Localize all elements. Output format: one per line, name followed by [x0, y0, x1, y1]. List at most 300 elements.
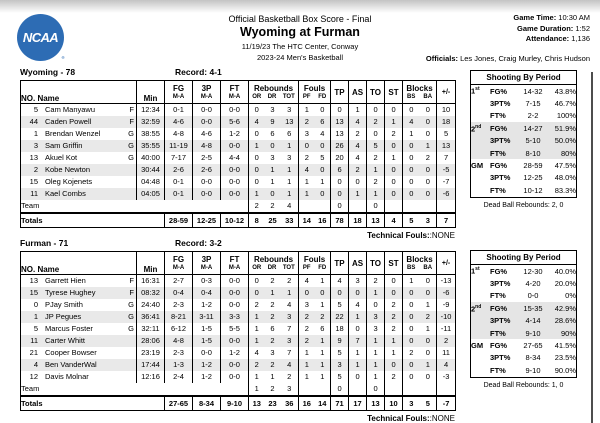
- team-row: [21, 383, 456, 396]
- shooting-row: [471, 302, 577, 314]
- shooting-header-row: [471, 71, 577, 85]
- stat-as: 2: [349, 128, 367, 140]
- totals-fg: 27-65: [165, 396, 193, 411]
- percentage: 90.0%: [554, 365, 576, 375]
- stat-pf: 0: [304, 288, 309, 297]
- player-name: Caden Powell: [45, 117, 92, 126]
- stat-fg: 11-19: [165, 140, 193, 152]
- stat-fd: 5: [315, 152, 331, 164]
- stat-plusminus: -9: [442, 300, 450, 309]
- col-dr: DR: [267, 264, 277, 271]
- percentage: 43.8%: [554, 86, 576, 96]
- player-number: 5: [33, 324, 38, 333]
- player-name-cell: [21, 164, 137, 176]
- stat-tot: 2: [281, 371, 299, 383]
- player-name-cell: [21, 347, 137, 359]
- player-number: 1: [33, 129, 38, 138]
- stat-to: 2: [367, 176, 385, 188]
- stat-bs: 0: [409, 153, 414, 162]
- player-name: PJay Smith: [45, 300, 83, 309]
- player-position: G: [128, 324, 134, 333]
- col-to: TO: [367, 81, 385, 104]
- stat-pf: 3: [304, 129, 309, 138]
- stat-or: 0: [254, 177, 259, 186]
- stat-ft: 3-3: [221, 311, 249, 323]
- player-name-wrap: [21, 287, 136, 299]
- period-label: [471, 172, 491, 184]
- shooting-row: [471, 290, 577, 302]
- player-name-cell: [21, 371, 137, 383]
- stat-as: 4: [349, 299, 367, 311]
- player-position: G: [128, 153, 134, 162]
- col-fg-label: FG: [172, 254, 185, 264]
- stat-or: 0: [254, 153, 259, 162]
- empty-cell: [403, 200, 437, 213]
- totals-pf: 16: [299, 396, 315, 411]
- stat-as: 0: [349, 287, 367, 299]
- stat-ft: 0-0: [221, 299, 249, 311]
- stat-tot: 1: [281, 287, 299, 299]
- shooting-row: [471, 315, 577, 327]
- game-duration-value: 1:52: [573, 23, 590, 33]
- made-attempted: 10-12: [523, 185, 543, 195]
- stat-tot: 1: [281, 188, 299, 200]
- player-row: [21, 335, 456, 347]
- player-name: JP Pegues: [45, 312, 82, 321]
- stat-as: 4: [349, 152, 367, 164]
- stat-pf: 1: [304, 360, 309, 369]
- player-number: 15: [29, 177, 38, 186]
- stat-or: 0: [254, 288, 259, 297]
- team-row: [21, 200, 456, 213]
- wyoming-record: Record: 4-1: [175, 67, 222, 77]
- stat-label: FG%: [490, 303, 508, 313]
- stat-plusminus: 4: [443, 360, 449, 369]
- stat-to: 2: [367, 116, 385, 128]
- player-row: [21, 104, 456, 117]
- stat-plusminus: -7: [442, 177, 450, 186]
- player-name: Garrett Hien: [45, 276, 86, 285]
- totals-tot: 36: [281, 396, 299, 411]
- stat-plusminus: -11: [440, 324, 452, 333]
- furman-technical-fouls: [20, 414, 455, 423]
- report-header: [150, 14, 450, 62]
- stat-ft: 4-4: [221, 152, 249, 164]
- stat-st: 0: [385, 188, 403, 200]
- player-name-cell: [21, 116, 137, 128]
- furman-shooting-table: [470, 250, 577, 378]
- player-row: [21, 287, 456, 299]
- stat-or: 0: [254, 129, 259, 138]
- stat-as: 4: [349, 116, 367, 128]
- stat-st: 2: [385, 311, 403, 323]
- wyoming-team-score: Wyoming - 78: [20, 67, 76, 77]
- percentage: 100%: [556, 111, 576, 121]
- col-3p: [193, 252, 221, 275]
- stat-or: 2: [254, 201, 259, 210]
- stat-to: 2: [367, 152, 385, 164]
- percentage: 42.9%: [554, 303, 576, 313]
- stat-tp: 26: [331, 140, 349, 152]
- stat-plusminus: 18: [441, 117, 451, 126]
- percentage: 41.5%: [554, 341, 576, 351]
- registered-mark: ®: [61, 55, 64, 60]
- col-st: ST: [385, 252, 403, 275]
- stat-min: 16:31: [137, 275, 165, 288]
- player-row: [21, 152, 456, 164]
- col-fg-ma: M-A: [172, 264, 185, 271]
- stat-tp: 5: [331, 347, 349, 359]
- period-label: 2nd: [471, 123, 482, 134]
- period-suffix: nd: [475, 123, 482, 130]
- totals-tp: 78: [331, 213, 349, 228]
- stat-to: 0: [367, 200, 385, 213]
- officials-value: Les Jones, Craig Murley, Chris Hudson: [458, 53, 590, 63]
- stat-pf: 4: [304, 165, 309, 174]
- stat-to: 1: [367, 287, 385, 299]
- made-attempted: 2-2: [527, 111, 539, 121]
- game-duration-label: Game Duration:: [517, 23, 574, 33]
- stat-pf: 2: [304, 117, 309, 126]
- stat-st: 0: [385, 104, 403, 117]
- stat-fd: 1: [315, 347, 331, 359]
- totals-pf: 14: [299, 213, 315, 228]
- stat-fg: 0-1: [165, 188, 193, 200]
- made-attempted: 9-10: [525, 365, 541, 375]
- stat-tp: 18: [331, 323, 349, 335]
- stat-to: 0: [367, 383, 385, 396]
- shooting-row: [471, 122, 577, 134]
- made-attempted: 8-34: [525, 353, 541, 363]
- player-name: Sam Griffin: [45, 141, 83, 150]
- col-pf: PF: [302, 93, 311, 100]
- venue-line: 11/19/23 The HTC Center, Conway: [241, 42, 359, 51]
- period-label: GM: [471, 341, 484, 351]
- ncaa-logo-icon: [17, 14, 64, 61]
- blocks-label: Blocks: [406, 83, 433, 93]
- stat-ft: 0-0: [221, 359, 249, 371]
- stat-fg: 0-1: [165, 176, 193, 188]
- player-name-wrap: [21, 347, 136, 359]
- stat-st: 2: [385, 323, 403, 335]
- stat-or: 1: [254, 324, 259, 333]
- stat-3p: 4-6: [193, 128, 221, 140]
- stat-fg: 2-6: [165, 164, 193, 176]
- stat-st: 2: [385, 371, 403, 383]
- player-number: 12: [29, 372, 38, 381]
- stat-ft: 0-0: [221, 275, 249, 288]
- empty-cell: [437, 383, 456, 396]
- totals-row: [21, 213, 456, 228]
- player-number: 44: [29, 117, 38, 126]
- stat-pf: 2: [304, 153, 309, 162]
- stat-tp: 13: [331, 116, 349, 128]
- stat-st: 2: [385, 128, 403, 140]
- stat-tp: 3: [331, 359, 349, 371]
- player-row: [21, 347, 456, 359]
- stat-label: FG%: [490, 266, 508, 276]
- technical-fouls-label: Technical Fouls:: [367, 414, 430, 423]
- furman-team-line: [20, 238, 456, 251]
- stat-or: 2: [254, 300, 259, 309]
- col-ba: BA: [423, 264, 433, 271]
- col-tp: TP: [331, 81, 349, 104]
- stat-tot: 1: [281, 140, 299, 152]
- stat-label: 3PT%: [490, 99, 511, 109]
- stat-bs: 2: [409, 348, 414, 357]
- stat-dr: 0: [270, 189, 275, 198]
- stat-bs: 0: [409, 336, 414, 345]
- player-number: 13: [29, 276, 38, 285]
- stat-dr: 2: [270, 336, 275, 345]
- player-position: F: [129, 105, 134, 114]
- stat-fd: 6: [315, 116, 331, 128]
- player-name-wrap: [21, 275, 136, 287]
- col-3p-ma: M-A: [200, 93, 213, 100]
- stat-plusminus: -10: [440, 312, 452, 321]
- stat-tot: 4: [281, 299, 299, 311]
- stat-3p: 0-0: [193, 116, 221, 128]
- team-label: Team: [21, 200, 249, 213]
- stat-fd: 4: [315, 128, 331, 140]
- stat-tp: 0: [331, 104, 349, 117]
- stat-min: 32:59: [137, 116, 165, 128]
- stat-min: 04:05: [137, 188, 165, 200]
- player-name-cell: [21, 311, 137, 323]
- stat-dr: 9: [270, 117, 275, 126]
- totals-dr: 25: [265, 213, 281, 228]
- stat-ba: 1: [420, 359, 437, 371]
- empty-cell: [403, 383, 437, 396]
- stat-dr: 1: [270, 288, 275, 297]
- shooting-row: [471, 159, 577, 171]
- stat-to: 0: [367, 104, 385, 117]
- col-ft-ma: M-A: [228, 93, 241, 100]
- player-name: Ben VanderWal: [45, 360, 97, 369]
- period-label: [471, 327, 491, 339]
- stat-tot: 13: [281, 116, 299, 128]
- stat-fd: 1: [315, 176, 331, 188]
- stat-plusminus: 11: [442, 348, 450, 357]
- stat-bs: 4: [409, 117, 414, 126]
- stat-ft: 5-5: [221, 323, 249, 335]
- stat-label: FT%: [490, 185, 506, 195]
- player-row: [21, 140, 456, 152]
- player-name-wrap: [21, 152, 136, 164]
- stat-bs: 1: [409, 276, 414, 285]
- totals-to: 13: [367, 396, 385, 411]
- col-or: OR: [252, 264, 262, 271]
- percentage: 0%: [565, 291, 576, 301]
- stat-plusminus: 13: [441, 141, 451, 150]
- stat-dr: 3: [270, 105, 275, 114]
- stat-tot: 3: [281, 152, 299, 164]
- player-name-wrap: [21, 371, 136, 383]
- period-suffix: st: [475, 86, 480, 93]
- stat-ba: 0: [420, 335, 437, 347]
- furman-box-table: [20, 251, 456, 411]
- stat-or: 0: [254, 165, 259, 174]
- player-position: G: [128, 129, 134, 138]
- stat-as: 4: [349, 140, 367, 152]
- stat-as: 7: [349, 335, 367, 347]
- stat-as: 0: [349, 176, 367, 188]
- stat-bs: 0: [409, 300, 414, 309]
- stat-label: FT%: [490, 111, 506, 121]
- player-number: 1: [33, 312, 38, 321]
- stat-pf: 0: [304, 141, 309, 150]
- player-position: F: [129, 276, 134, 285]
- stat-min: 35:55: [137, 140, 165, 152]
- stat-tp: 0: [331, 176, 349, 188]
- stat-3p: 1-2: [193, 299, 221, 311]
- stat-ba: 0: [420, 164, 437, 176]
- player-name-cell: [21, 140, 137, 152]
- player-position: G: [128, 141, 134, 150]
- totals-fd: 16: [315, 213, 331, 228]
- furman-dead-ball-rebounds: Dead Ball Rebounds: 1, 0: [483, 381, 564, 389]
- stat-bs: 0: [409, 105, 414, 114]
- percentage: 80%: [560, 148, 576, 158]
- team-label: Team: [21, 383, 249, 396]
- page-edge-line: [591, 72, 593, 423]
- stat-tot: 3: [281, 311, 299, 323]
- col-to: TO: [367, 252, 385, 275]
- stat-min: 30:44: [137, 164, 165, 176]
- stat-fd: 2: [315, 311, 331, 323]
- player-name-cell: [21, 287, 137, 299]
- stat-label: 3PT%: [490, 173, 511, 183]
- stat-3p: 4-8: [193, 140, 221, 152]
- totals-to: 13: [367, 213, 385, 228]
- stat-bs: 0: [409, 372, 414, 381]
- stat-fg: 1-3: [165, 359, 193, 371]
- stat-pf: 1: [304, 105, 309, 114]
- made-attempted: 15-35: [523, 303, 543, 313]
- player-name: Kobe Newton: [45, 165, 91, 174]
- stat-as: 1: [349, 347, 367, 359]
- player-name: Cam Manyawu: [45, 105, 96, 114]
- stat-3p: 0-0: [193, 188, 221, 200]
- stat-tp: 0: [331, 200, 349, 213]
- stat-as: 1: [349, 359, 367, 371]
- made-attempted: 8-10: [525, 148, 541, 158]
- shooting-row: [471, 364, 577, 377]
- stat-bs: 0: [409, 288, 414, 297]
- stat-fd: 0: [315, 164, 331, 176]
- made-attempted: 28-59: [523, 161, 543, 171]
- stat-to: 5: [367, 140, 385, 152]
- stat-st: 2: [385, 299, 403, 311]
- col-no-name: NO. Name: [21, 81, 137, 104]
- col-or: OR: [252, 93, 262, 100]
- stat-pf: 4: [304, 276, 309, 285]
- stat-to: 2: [367, 275, 385, 288]
- totals-st: 4: [385, 213, 403, 228]
- col-fd: FD: [318, 264, 327, 271]
- stat-or: 1: [254, 336, 259, 345]
- stat-pf: 1: [304, 372, 309, 381]
- stat-ft: 0-0: [221, 287, 249, 299]
- stat-tot: 2: [281, 275, 299, 288]
- col-fouls: [299, 252, 331, 275]
- stat-to: 1: [367, 335, 385, 347]
- player-name-wrap: [21, 299, 136, 311]
- col-plusminus: +/-: [437, 81, 456, 104]
- empty-cell: [437, 200, 456, 213]
- stat-label: 3PT%: [490, 316, 511, 326]
- totals-fg: 28-59: [165, 213, 193, 228]
- stat-fd: 0: [315, 104, 331, 117]
- player-name: Carter Whitt: [45, 336, 86, 345]
- stat-tot: 7: [281, 323, 299, 335]
- player-number: 4: [33, 360, 38, 369]
- made-attempted: 14-32: [523, 86, 543, 96]
- stat-plusminus: -3: [442, 372, 450, 381]
- stat-or: 1: [254, 141, 259, 150]
- box-header-row: [21, 81, 456, 104]
- shooting-row: [471, 147, 577, 159]
- stat-as: 1: [349, 188, 367, 200]
- player-number: 5: [33, 105, 38, 114]
- stat-pf: 1: [304, 177, 309, 186]
- stat-to: 3: [367, 323, 385, 335]
- player-name: Cooper Bowser: [45, 348, 97, 357]
- stat-fg: 2-3: [165, 299, 193, 311]
- stat-tp: 0: [331, 383, 349, 396]
- stat-3p: 2-5: [193, 152, 221, 164]
- player-name-cell: [21, 299, 137, 311]
- player-row: [21, 371, 456, 383]
- stat-ft: 1-2: [221, 347, 249, 359]
- stat-label: 3PT%: [490, 136, 511, 146]
- player-name-cell: [21, 176, 137, 188]
- shooting-row: [471, 352, 577, 364]
- totals-ft: 9-10: [221, 396, 249, 411]
- period-label: [471, 184, 491, 197]
- period-label: [471, 352, 491, 364]
- stat-dr: 0: [270, 141, 275, 150]
- stat-tp: 5: [331, 371, 349, 383]
- shooting-header-row: [471, 251, 577, 265]
- stat-fd: 1: [315, 299, 331, 311]
- totals-ba: 3: [420, 213, 437, 228]
- stat-to: 1: [367, 188, 385, 200]
- period-label: [471, 315, 491, 327]
- player-number: 21: [29, 348, 38, 357]
- player-name-wrap: [21, 164, 136, 176]
- furman-section: [20, 238, 456, 423]
- stat-st: 0: [385, 275, 403, 288]
- col-dr: DR: [267, 93, 277, 100]
- stat-st: 1: [385, 116, 403, 128]
- col-3p-label: 3P: [201, 254, 212, 264]
- game-time-line: [426, 13, 590, 24]
- stat-3p: 1-5: [193, 335, 221, 347]
- col-3p-label: 3P: [201, 83, 212, 93]
- player-name-cell: [21, 359, 137, 371]
- stat-as: 1: [349, 311, 367, 323]
- stat-ba: 1: [420, 299, 437, 311]
- shooting-title: Shooting By Period: [471, 251, 577, 265]
- player-name-cell: [21, 128, 137, 140]
- stat-fd: 1: [315, 275, 331, 288]
- col-min: Min: [137, 81, 165, 104]
- totals-label: Totals: [21, 396, 165, 411]
- col-ft-label: FT: [229, 254, 240, 264]
- stat-to: 1: [367, 164, 385, 176]
- col-fg: [165, 81, 193, 104]
